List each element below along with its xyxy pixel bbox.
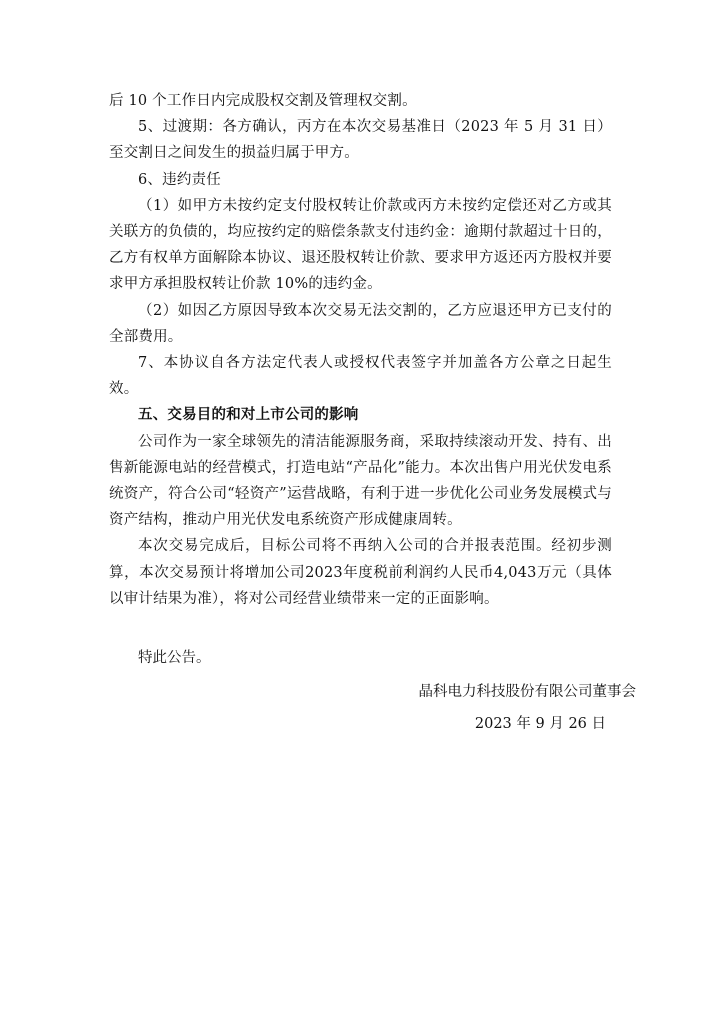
paragraph-purpose: 公司作为一家全球领先的清洁能源服务商，采取持续滚动开发、持有、出售新能源电站的经营模式，打造电站“产品化”能力。本次出售户用光伏发电系统资产，符合公司“轻资产”运营战略，有利于进一步优化公司业务发展模式与资产结构，推动户用光伏发电系统资产形成健康周转。 (109, 433, 612, 529)
document-body (109, 88, 612, 612)
closing-text: 特此公告。 (138, 650, 211, 666)
paragraph-breach-item-1: （1）如甲方未按约定支付股权转让价款或丙方未按约定偿还对乙方或其关联方的负债的，均应按约定的赔偿条款支付违约金：逾期付款超过十日的，乙方有权单方面解除本协议、退还股权转让价款、要求甲方返还丙方股权并要求甲方承担股权转让价款 10%的违约金。 (109, 197, 612, 293)
signature-company: 晶科电力科技股份有限公司董事会 (418, 684, 636, 700)
paragraph-handover: 后 10 个工作日内完成股权交割及管理权交割。 (109, 93, 417, 109)
paragraph-impact: 本次交易完成后，目标公司将不再纳入公司的合并报表范围。经初步测算，本次交易预计将增加公司2023年度税前利润约人民币4,043万元（具体以审计结果为准），将对公司经营业绩带来一定的正面影响。 (109, 538, 612, 607)
signature-block (419, 676, 637, 740)
paragraph-transition-period: 5、过渡期：各方确认，丙方在本次交易基准日（2023 年 5 月 31 日）至交割日之间发生的损益归属于甲方。 (109, 119, 612, 162)
paragraph-breach-heading: 6、违约责任 (138, 171, 221, 188)
paragraph-effectiveness: 7、本协议自各方法定代表人或授权代表签字并加盖各方公章之日起生效。 (109, 355, 612, 398)
section-heading-purpose: 五、交易目的和对上市公司的影响 (138, 406, 359, 424)
paragraph-breach-item-2: （2）如因乙方原因导致本次交易无法交割的，乙方应退还甲方已支付的全部费用。 (109, 302, 612, 345)
signature-date: 2023 年 9 月 26 日 (474, 716, 606, 732)
